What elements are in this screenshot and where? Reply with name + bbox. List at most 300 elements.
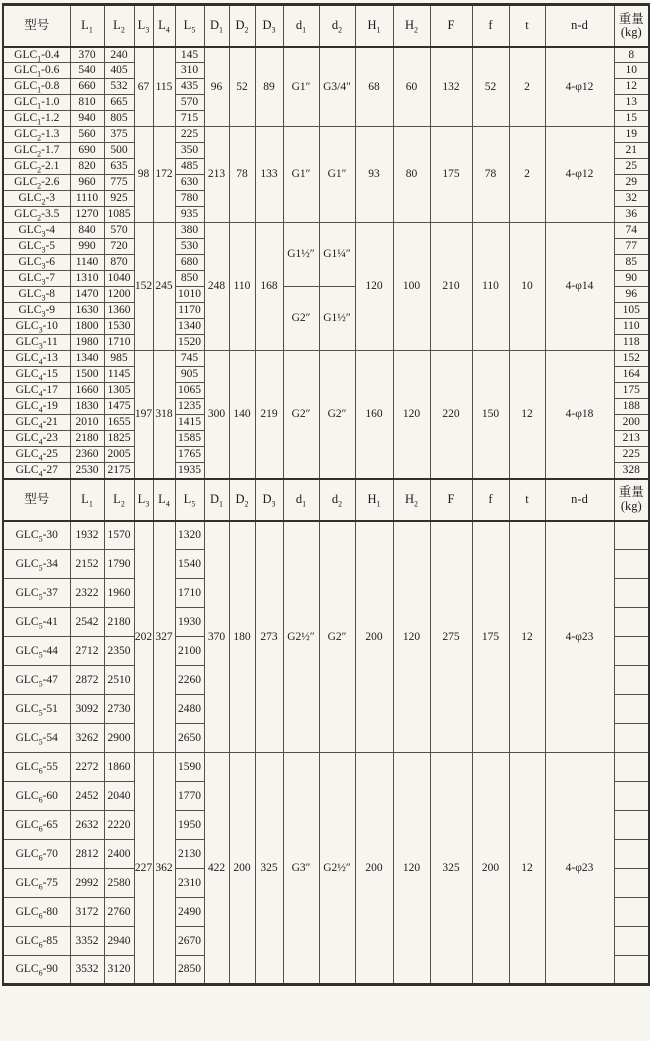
l2-cell: 2730 [104, 695, 134, 724]
d1-merged-cell: G1″ [283, 47, 319, 127]
column-header-d2: $d_2$ [319, 479, 355, 521]
weight-cell: 152 [614, 351, 649, 367]
d-cap-1-merged-cell: 300 [204, 351, 229, 479]
l2-cell: 720 [104, 239, 134, 255]
h2-merged-cell: 120 [393, 521, 430, 753]
model-cell: $GLC_4-21$ [3, 415, 70, 431]
d-cap-2-merged-cell: 140 [229, 351, 255, 479]
l4-merged-cell: 172 [153, 127, 175, 223]
f-upper-merged-cell: 210 [430, 223, 472, 351]
model-cell: $GLC_4-13$ [3, 351, 70, 367]
f-lower-merged-cell: 78 [472, 127, 509, 223]
l5-cell: 680 [175, 255, 204, 271]
model-cell: $GLC_3-6$ [3, 255, 70, 271]
l3-merged-cell: 202 [134, 521, 153, 753]
l5-cell: 1520 [175, 335, 204, 351]
f-upper-merged-cell: 175 [430, 127, 472, 223]
l5-cell: 1320 [175, 521, 204, 550]
l1-cell: 3352 [70, 927, 104, 956]
l3-merged-cell: 227 [134, 753, 153, 985]
l5-cell: 780 [175, 191, 204, 207]
l1-cell: 1800 [70, 319, 104, 335]
h1-merged-cell: 68 [355, 47, 393, 127]
d2-merged-cell: G2½″ [319, 753, 355, 985]
table-row [3, 753, 649, 782]
l1-cell: 1630 [70, 303, 104, 319]
column-header-weight: 重量 (kg) [614, 479, 649, 521]
l1-cell: 2010 [70, 415, 104, 431]
column-header-l2: $L_2$ [104, 479, 134, 521]
d2-merged-cell: G3/4″ [319, 47, 355, 127]
f-lower-merged-cell: 200 [472, 753, 509, 985]
l5-cell: 225 [175, 127, 204, 143]
l5-cell: 1340 [175, 319, 204, 335]
l5-cell: 1950 [175, 811, 204, 840]
l2-cell: 1040 [104, 271, 134, 287]
l2-cell: 1475 [104, 399, 134, 415]
l2-cell: 2510 [104, 666, 134, 695]
l1-cell: 690 [70, 143, 104, 159]
l2-cell: 240 [104, 47, 134, 63]
n-d-merged-cell: 4-φ23 [545, 753, 614, 985]
d-cap-1-merged-cell: 248 [204, 223, 229, 351]
d-cap-2-merged-cell: 200 [229, 753, 255, 985]
column-header-h1: $H_1$ [355, 479, 393, 521]
n-d-merged-cell: 4-φ12 [545, 47, 614, 127]
l5-cell: 850 [175, 271, 204, 287]
weight-cell: 96 [614, 287, 649, 303]
model-cell: $GLC_6-85$ [3, 927, 70, 956]
weight-cell [614, 695, 649, 724]
l1-cell: 1830 [70, 399, 104, 415]
l2-cell: 2760 [104, 898, 134, 927]
model-cell: $GLC_5-51$ [3, 695, 70, 724]
column-header-l1: $L_1$ [70, 5, 104, 47]
l1-cell: 3532 [70, 956, 104, 985]
l5-cell: 380 [175, 223, 204, 239]
l1-cell: 2712 [70, 637, 104, 666]
f-lower-merged-cell: 150 [472, 351, 509, 479]
l1-cell: 2992 [70, 869, 104, 898]
l2-cell: 1145 [104, 367, 134, 383]
l2-cell: 665 [104, 95, 134, 111]
d-cap-3-merged-cell: 133 [255, 127, 283, 223]
column-header-d-cap-3: $D_3$ [255, 479, 283, 521]
l2-cell: 870 [104, 255, 134, 271]
l2-cell: 1790 [104, 550, 134, 579]
l1-cell: 1270 [70, 207, 104, 223]
glc-specification-table [2, 3, 650, 986]
l5-cell: 350 [175, 143, 204, 159]
weight-cell: 19 [614, 127, 649, 143]
l5-cell: 2130 [175, 840, 204, 869]
d-cap-3-merged-cell: 325 [255, 753, 283, 985]
l2-cell: 1860 [104, 753, 134, 782]
weight-cell [614, 753, 649, 782]
weight-cell [614, 608, 649, 637]
l1-cell: 2812 [70, 840, 104, 869]
model-cell: $GLC_3-8$ [3, 287, 70, 303]
n-d-merged-cell: 4-φ12 [545, 127, 614, 223]
l1-cell: 1470 [70, 287, 104, 303]
l1-cell: 840 [70, 223, 104, 239]
weight-cell [614, 811, 649, 840]
h1-merged-cell: 200 [355, 521, 393, 753]
l2-cell: 3120 [104, 956, 134, 985]
l2-cell: 1960 [104, 579, 134, 608]
l1-cell: 1340 [70, 351, 104, 367]
column-header-d-cap-1: $D_1$ [204, 5, 229, 47]
weight-cell: 29 [614, 175, 649, 191]
weight-cell [614, 956, 649, 985]
h2-merged-cell: 60 [393, 47, 430, 127]
l2-cell: 925 [104, 191, 134, 207]
model-cell: $GLC_4-17$ [3, 383, 70, 399]
weight-cell: 175 [614, 383, 649, 399]
l5-cell: 2490 [175, 898, 204, 927]
l2-cell: 775 [104, 175, 134, 191]
l4-merged-cell: 327 [153, 521, 175, 753]
column-header-l4: $L_4$ [153, 479, 175, 521]
model-cell: $GLC_6-60$ [3, 782, 70, 811]
l2-cell: 1570 [104, 521, 134, 550]
column-header-d-cap-2: $D_2$ [229, 5, 255, 47]
d2-merged-cell: G1¼″ [319, 223, 355, 287]
l5-cell: 1765 [175, 447, 204, 463]
column-header-d1: $d_1$ [283, 5, 319, 47]
column-header-model: 型号 [3, 5, 70, 47]
model-cell: $GLC_6-90$ [3, 956, 70, 985]
l2-cell: 635 [104, 159, 134, 175]
l2-cell: 2175 [104, 463, 134, 479]
l1-cell: 1500 [70, 367, 104, 383]
l2-cell: 1360 [104, 303, 134, 319]
column-header-weight: 重量 (kg) [614, 5, 649, 47]
l2-cell: 500 [104, 143, 134, 159]
l1-cell: 2322 [70, 579, 104, 608]
l5-cell: 1540 [175, 550, 204, 579]
d-cap-2-merged-cell: 110 [229, 223, 255, 351]
weight-cell [614, 666, 649, 695]
weight-cell: 15 [614, 111, 649, 127]
model-cell: $GLC_1-1.2$ [3, 111, 70, 127]
l5-cell: 1710 [175, 579, 204, 608]
column-header-d-cap-2: $D_2$ [229, 479, 255, 521]
column-header-t: t [509, 479, 545, 521]
weight-cell: 21 [614, 143, 649, 159]
l2-cell: 2940 [104, 927, 134, 956]
t-merged-cell: 12 [509, 351, 545, 479]
model-cell: $GLC_3-5$ [3, 239, 70, 255]
l5-cell: 1170 [175, 303, 204, 319]
t-merged-cell: 12 [509, 521, 545, 753]
l5-cell: 935 [175, 207, 204, 223]
l5-cell: 145 [175, 47, 204, 63]
model-cell: $GLC_5-37$ [3, 579, 70, 608]
l5-cell: 745 [175, 351, 204, 367]
weight-cell [614, 550, 649, 579]
l1-cell: 2872 [70, 666, 104, 695]
model-cell: $GLC_1-0.8$ [3, 79, 70, 95]
l4-merged-cell: 245 [153, 223, 175, 351]
d2-merged-cell: G2″ [319, 351, 355, 479]
l2-cell: 2580 [104, 869, 134, 898]
l2-cell: 2350 [104, 637, 134, 666]
l3-merged-cell: 197 [134, 351, 153, 479]
column-header-t: t [509, 5, 545, 47]
weight-cell: 164 [614, 367, 649, 383]
weight-cell [614, 724, 649, 753]
l5-cell: 485 [175, 159, 204, 175]
l2-cell: 2180 [104, 608, 134, 637]
l5-cell: 1590 [175, 753, 204, 782]
model-cell: $GLC_2-3$ [3, 191, 70, 207]
d1-merged-cell: G1½″ [283, 223, 319, 287]
model-cell: $GLC_2-1.7$ [3, 143, 70, 159]
weight-cell: 10 [614, 63, 649, 79]
l5-cell: 2310 [175, 869, 204, 898]
column-header-f-upper: F [430, 479, 472, 521]
l1-cell: 1140 [70, 255, 104, 271]
l1-cell: 2542 [70, 608, 104, 637]
model-cell: $GLC_6-80$ [3, 898, 70, 927]
l1-cell: 810 [70, 95, 104, 111]
column-header-h2: $H_2$ [393, 5, 430, 47]
l2-cell: 985 [104, 351, 134, 367]
model-cell: $GLC_4-23$ [3, 431, 70, 447]
model-cell: $GLC_5-34$ [3, 550, 70, 579]
l2-cell: 1085 [104, 207, 134, 223]
l1-cell: 940 [70, 111, 104, 127]
model-cell: $GLC_6-70$ [3, 840, 70, 869]
l1-cell: 3262 [70, 724, 104, 753]
l1-cell: 370 [70, 47, 104, 63]
l5-cell: 435 [175, 79, 204, 95]
t-merged-cell: 2 [509, 127, 545, 223]
l1-cell: 1932 [70, 521, 104, 550]
d-cap-2-merged-cell: 78 [229, 127, 255, 223]
weight-cell: 77 [614, 239, 649, 255]
model-cell: $GLC_2-1.3$ [3, 127, 70, 143]
l1-cell: 2530 [70, 463, 104, 479]
d-cap-3-merged-cell: 273 [255, 521, 283, 753]
l5-cell: 1770 [175, 782, 204, 811]
l1-cell: 1660 [70, 383, 104, 399]
l2-cell: 2400 [104, 840, 134, 869]
l2-cell: 1825 [104, 431, 134, 447]
d1-merged-cell: G2½″ [283, 521, 319, 753]
l5-cell: 1935 [175, 463, 204, 479]
column-header-f-upper: F [430, 5, 472, 47]
l2-cell: 2040 [104, 782, 134, 811]
model-cell: $GLC_5-44$ [3, 637, 70, 666]
f-lower-merged-cell: 110 [472, 223, 509, 351]
l2-cell: 1710 [104, 335, 134, 351]
l3-merged-cell: 152 [134, 223, 153, 351]
column-header-f-lower: f [472, 479, 509, 521]
l5-cell: 2480 [175, 695, 204, 724]
weight-cell: 200 [614, 415, 649, 431]
l1-cell: 660 [70, 79, 104, 95]
weight-cell [614, 927, 649, 956]
f-lower-merged-cell: 52 [472, 47, 509, 127]
l1-cell: 990 [70, 239, 104, 255]
model-cell: $GLC_3-7$ [3, 271, 70, 287]
l1-cell: 2180 [70, 431, 104, 447]
weight-cell: 225 [614, 447, 649, 463]
d1-merged-cell: G2″ [283, 287, 319, 351]
l2-cell: 1530 [104, 319, 134, 335]
l2-cell: 532 [104, 79, 134, 95]
l5-cell: 2100 [175, 637, 204, 666]
f-upper-merged-cell: 132 [430, 47, 472, 127]
d1-merged-cell: G2″ [283, 351, 319, 479]
l1-cell: 2152 [70, 550, 104, 579]
n-d-merged-cell: 4-φ18 [545, 351, 614, 479]
d-cap-1-merged-cell: 370 [204, 521, 229, 753]
d-cap-3-merged-cell: 168 [255, 223, 283, 351]
l2-cell: 570 [104, 223, 134, 239]
column-header-l2: $L_2$ [104, 5, 134, 47]
column-header-l4: $L_4$ [153, 5, 175, 47]
l5-cell: 2850 [175, 956, 204, 985]
model-cell: $GLC_2-3.5$ [3, 207, 70, 223]
model-cell: $GLC_1-0.4$ [3, 47, 70, 63]
l1-cell: 2360 [70, 447, 104, 463]
weight-cell: 213 [614, 431, 649, 447]
f-upper-merged-cell: 325 [430, 753, 472, 985]
d2-merged-cell: G1″ [319, 127, 355, 223]
l5-cell: 2670 [175, 927, 204, 956]
l1-cell: 560 [70, 127, 104, 143]
d-cap-2-merged-cell: 52 [229, 47, 255, 127]
header-row-upper [3, 5, 649, 47]
table-row [3, 351, 649, 367]
l4-merged-cell: 115 [153, 47, 175, 127]
l5-cell: 905 [175, 367, 204, 383]
model-cell: $GLC_1-1.0$ [3, 95, 70, 111]
weight-cell: 25 [614, 159, 649, 175]
l5-cell: 1415 [175, 415, 204, 431]
table-row [3, 223, 649, 239]
l4-merged-cell: 318 [153, 351, 175, 479]
weight-cell [614, 898, 649, 927]
d-cap-1-merged-cell: 213 [204, 127, 229, 223]
h2-merged-cell: 120 [393, 351, 430, 479]
l2-cell: 1305 [104, 383, 134, 399]
t-merged-cell: 12 [509, 753, 545, 985]
header-row-lower [3, 479, 649, 521]
l2-cell: 405 [104, 63, 134, 79]
model-cell: $GLC_1-0.6$ [3, 63, 70, 79]
d-cap-1-merged-cell: 96 [204, 47, 229, 127]
column-header-l5: $L_5$ [175, 479, 204, 521]
weight-cell: 32 [614, 191, 649, 207]
weight-cell: 74 [614, 223, 649, 239]
h2-merged-cell: 100 [393, 223, 430, 351]
l5-cell: 630 [175, 175, 204, 191]
weight-cell [614, 782, 649, 811]
column-header-l3: $L_3$ [134, 479, 153, 521]
l2-cell: 375 [104, 127, 134, 143]
d1-merged-cell: G3″ [283, 753, 319, 985]
weight-cell [614, 869, 649, 898]
l2-cell: 2220 [104, 811, 134, 840]
weight-cell: 90 [614, 271, 649, 287]
l1-cell: 820 [70, 159, 104, 175]
weight-cell: 188 [614, 399, 649, 415]
model-cell: $GLC_4-25$ [3, 447, 70, 463]
n-d-merged-cell: 4-φ14 [545, 223, 614, 351]
l2-cell: 805 [104, 111, 134, 127]
column-header-model: 型号 [3, 479, 70, 521]
model-cell: $GLC_6-75$ [3, 869, 70, 898]
weight-cell: 36 [614, 207, 649, 223]
model-cell: $GLC_3-11$ [3, 335, 70, 351]
table-row [3, 521, 649, 550]
l2-cell: 1200 [104, 287, 134, 303]
weight-cell: 118 [614, 335, 649, 351]
weight-cell [614, 521, 649, 550]
l2-cell: 2900 [104, 724, 134, 753]
column-header-h2: $H_2$ [393, 479, 430, 521]
model-cell: $GLC_2-2.6$ [3, 175, 70, 191]
model-cell: $GLC_3-4$ [3, 223, 70, 239]
l5-cell: 570 [175, 95, 204, 111]
model-cell: $GLC_5-54$ [3, 724, 70, 753]
table-row [3, 127, 649, 143]
weight-cell: 110 [614, 319, 649, 335]
weight-cell [614, 579, 649, 608]
l1-cell: 1110 [70, 191, 104, 207]
weight-cell: 8 [614, 47, 649, 63]
column-header-d-cap-3: $D_3$ [255, 5, 283, 47]
d-cap-3-merged-cell: 219 [255, 351, 283, 479]
l2-cell: 2005 [104, 447, 134, 463]
t-merged-cell: 10 [509, 223, 545, 351]
weight-cell: 85 [614, 255, 649, 271]
weight-cell: 328 [614, 463, 649, 479]
l1-cell: 2272 [70, 753, 104, 782]
d2-merged-cell: G1½″ [319, 287, 355, 351]
model-cell: $GLC_3-9$ [3, 303, 70, 319]
f-upper-merged-cell: 275 [430, 521, 472, 753]
l1-cell: 3172 [70, 898, 104, 927]
l1-cell: 2632 [70, 811, 104, 840]
l5-cell: 1930 [175, 608, 204, 637]
column-header-d1: $d_1$ [283, 479, 319, 521]
f-lower-merged-cell: 175 [472, 521, 509, 753]
h2-merged-cell: 80 [393, 127, 430, 223]
column-header-f-lower: f [472, 5, 509, 47]
f-upper-merged-cell: 220 [430, 351, 472, 479]
l5-cell: 2260 [175, 666, 204, 695]
h2-merged-cell: 120 [393, 753, 430, 985]
weight-cell: 12 [614, 79, 649, 95]
column-header-l1: $L_1$ [70, 479, 104, 521]
h1-merged-cell: 200 [355, 753, 393, 985]
d-cap-1-merged-cell: 422 [204, 753, 229, 985]
l5-cell: 1235 [175, 399, 204, 415]
weight-cell: 105 [614, 303, 649, 319]
l1-cell: 540 [70, 63, 104, 79]
column-header-h1: $H_1$ [355, 5, 393, 47]
l5-cell: 2650 [175, 724, 204, 753]
column-header-nd: n-d [545, 479, 614, 521]
l4-merged-cell: 362 [153, 753, 175, 985]
l1-cell: 1310 [70, 271, 104, 287]
column-header-d2: $d_2$ [319, 5, 355, 47]
